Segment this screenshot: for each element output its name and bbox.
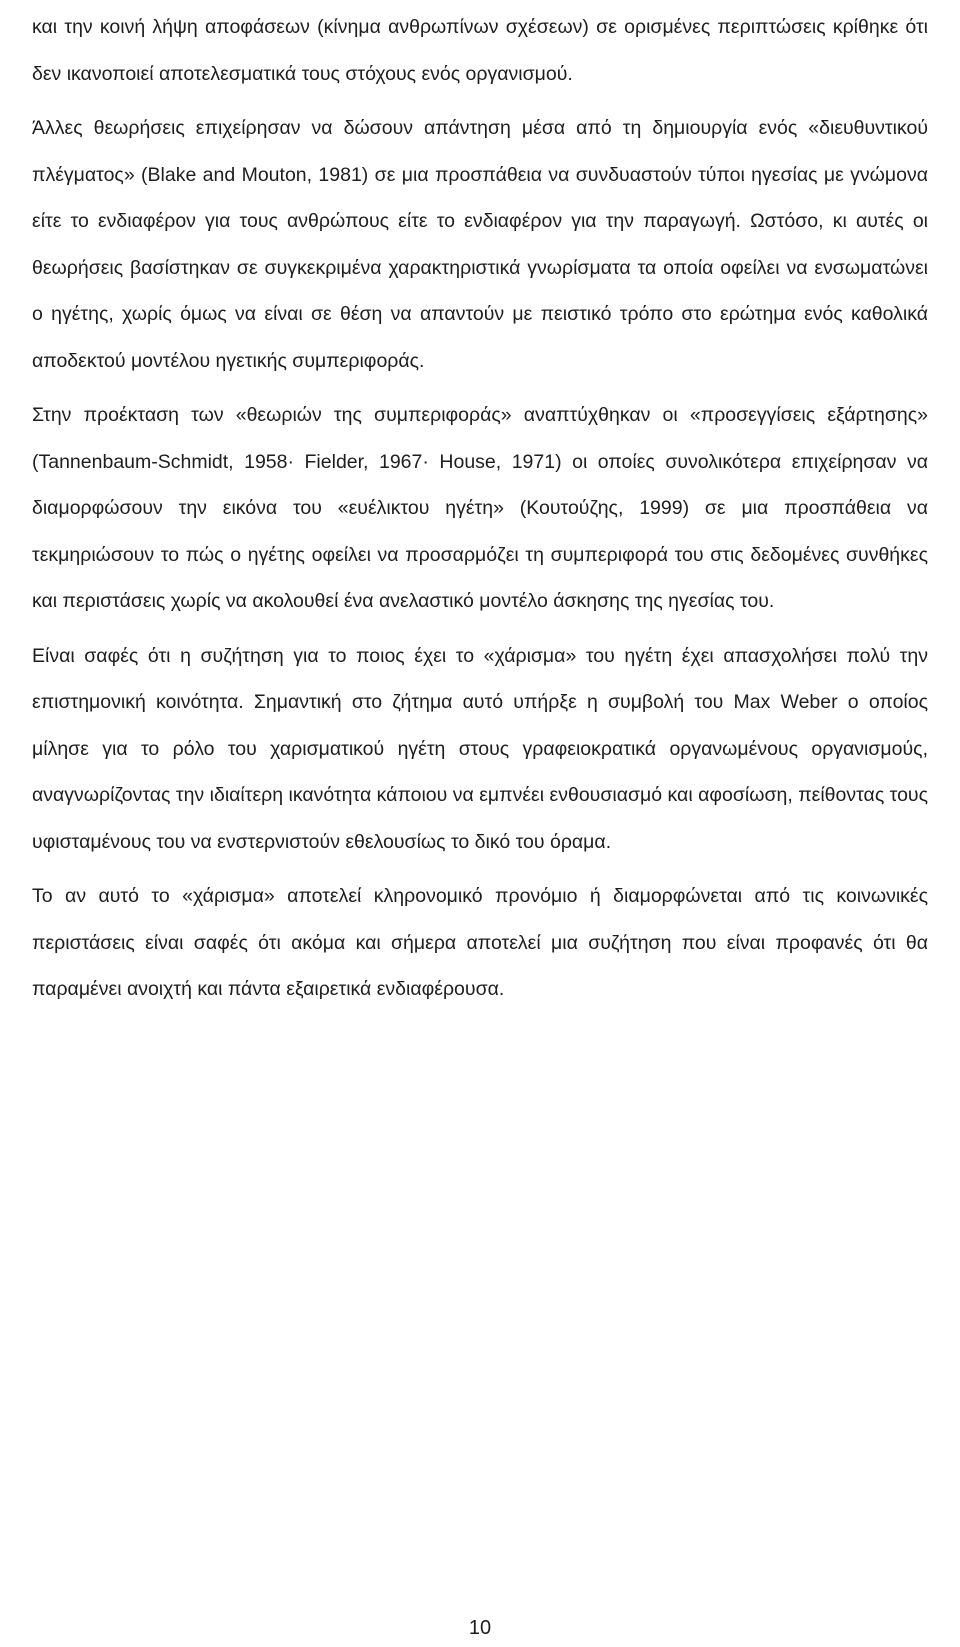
paragraph-managerial-grid: Άλλες θεωρήσεις επιχείρησαν να δώσουν απάντηση μέσα από τη δημιουργία ενός «διευθυντικού πλέγματος» (Blake and Mouton, 1981) σε μια προσπάθεια να συνδυαστούν τύποι ηγεσίας με γνώμονα είτε το ενδιαφέρον για τους ανθρώπους είτε το ενδιαφέρον για την παραγωγή. Ωστόσο, κι αυτές οι θεωρήσεις βασίστηκαν σε συγκεκριμένα χαρακτηριστικά γνωρίσματα τα οποία οφείλει να ενσωματώνει ο ηγέτης, χωρίς όμως να είναι σε θέση να απαντούν με πειστικό τρόπο στο ερώτημα ενός καθολικά αποδεκτού μοντέλου ηγετικής συμπεριφοράς. xyxy=(32,117,928,372)
paragraph-charisma-origin: Το αν αυτό το «χάρισμα» αποτελεί κληρονομικό προνόμιο ή διαμορφώνεται από τις κοινωνικές περιστάσεις είναι σαφές ότι ακόμα και σήμερα αποτελεί μια συζήτηση που είναι προφανές ότι θα παραμένει ανοιχτή και πάντα εξαιρετικά ενδιαφέρουσα. xyxy=(32,885,928,1000)
paragraph-charisma-weber: Είναι σαφές ότι η συζήτηση για το ποιος έχει το «χάρισμα» του ηγέτη έχει απασχολήσει πολύ την επιστημονική κοινότητα. Σημαντική στο ζήτημα αυτό υπήρξε η συμβολή του Max Weber ο οποίος μίλησε για το ρόλο του χαρισματικού ηγέτη στους γραφειοκρατικά οργανωμένους οργανισμούς, αναγνωρίζοντας την ιδιαίτερη ικανότητα κάποιου να εμπνέει ενθουσιασμό και αφοσίωση, πείθοντας τους υφισταμένους του να ενστερνιστούν εθελουσίως το δικό του όραμα. xyxy=(32,644,928,853)
page-number: 10 xyxy=(468,1617,492,1639)
paragraph-contingency-approaches: Στην προέκταση των «θεωριών της συμπεριφοράς» αναπτύχθηκαν οι «προσεγγίσεις εξάρτησης» (Tannenbaum-Schmidt, 1958· Fielder, 1967· House, 1971) οι οποίες συνολικότερα επιχείρησαν να διαμορφώσουν την εικόνα του «ευέλικτου ηγέτη» (Κουτούζης, 1999) σε μια προσπάθεια να τεκμηριώσουν το πώς ο ηγέτης οφείλει να προσαρμόζει τη συμπεριφορά του στις δεδομένες συνθήκες και περιστάσεις χωρίς να ακολουθεί ένα ανελαστικό μοντέλο άσκησης της ηγεσίας του. xyxy=(32,404,928,612)
document-body xyxy=(32,4,928,1013)
paragraph-continued: και την κοινή λήψη αποφάσεων (κίνημα ανθρωπίνων σχέσεων) σε ορισμένες περιπτώσεις κρίθηκε ότι δεν ικανοποιεί αποτελεσματικά τους στόχους ενός οργανισμού. xyxy=(32,16,928,85)
